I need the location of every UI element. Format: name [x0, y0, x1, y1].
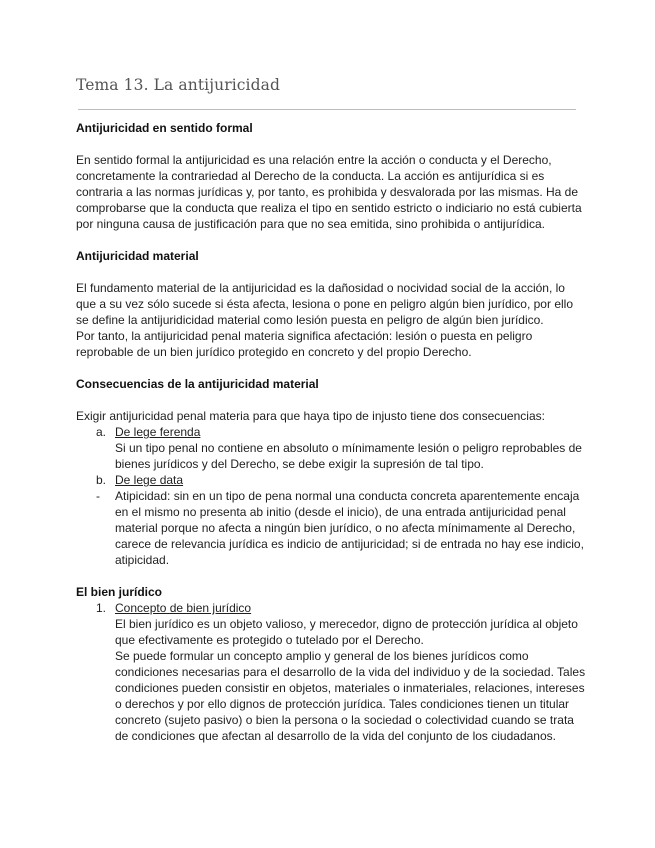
consequences-list	[76, 424, 586, 568]
list-item-title: De lege data	[115, 473, 184, 487]
list-item	[76, 472, 586, 488]
list-item-text: El bien jurídico es un objeto valioso, y merecedor, digno de protección jurídica al objeto que efectivamente es protegido o tutelado por el Derecho.	[115, 617, 578, 647]
list-marker: 1.	[96, 601, 107, 615]
list-item	[76, 600, 586, 744]
list-item-title: Concepto de bien jurídico	[115, 601, 252, 615]
list-item	[76, 488, 586, 568]
document-body	[76, 112, 586, 744]
paragraph: Exigir antijuricidad penal materia para que haya tipo de injusto tiene dos consecuencias:	[76, 409, 545, 423]
list-marker: b.	[96, 473, 107, 487]
section-consecuencias	[76, 376, 586, 568]
document-title: Tema 13. La antijuricidad	[76, 76, 280, 94]
section-bien-juridico	[76, 584, 586, 744]
paragraph: Por tanto, la antijuricidad penal materia significa afectación: lesión o puesta en peligro reprobable de un bien jurídico protegido en concreto y del propio Derecho.	[76, 329, 533, 359]
section-heading: El bien jurídico	[76, 585, 163, 599]
section-formal	[76, 120, 586, 232]
paragraph: El fundamento material de la antijuricidad es la dañosidad o nocividad social de la acción, lo que a su vez sólo sucede si ésta afecta, lesiona o pone en peligro algún bien jurídico, por ello se define la antijuridicidad material como lesión puesta en peligro de algún bien jurídico.	[76, 281, 573, 327]
list-item-text: Si un tipo penal no contiene en absoluto o mínimamente lesión o peligro reprobables de bienes jurídicos y del Derecho, se debe exigir la supresión de tal tipo.	[115, 441, 582, 471]
list-item	[76, 424, 586, 472]
list-item-text: Se puede formular un concepto amplio y general de los bienes jurídicos como condiciones necesarias para el desarrollo de la vida del individuo y de la sociedad. Tales condiciones pueden consistir en objetos, materiales o inmateriales, relaciones, intereses o derechos y por ello dignos de protección jurídica. Tales condiciones tienen un titular concreto (sujeto pasivo) o bien la persona o la sociedad o colectividad cuando se trata de condiciones que afectan al desarrollo de la vida del conjunto de los ciudadanos.	[115, 649, 586, 743]
section-heading: Antijuricidad en sentido formal	[76, 121, 253, 135]
list-marker: a.	[96, 425, 107, 439]
section-material	[76, 248, 586, 360]
bien-juridico-list	[76, 600, 586, 744]
list-item-title: De lege ferenda	[115, 425, 201, 439]
section-heading: Consecuencias de la antijuricidad material	[76, 377, 319, 391]
section-heading: Antijuricidad material	[76, 249, 199, 263]
list-marker: -	[96, 489, 100, 503]
title-divider	[78, 109, 576, 110]
list-item-text: Atipicidad: sin en un tipo de pena normal una conducta concreta aparentemente encaja en el mismo no presenta ab initio (desde el inicio), de una entrada antijuricidad penal material porque no afecta a ningún bien jurídico, o no afecta mínimamente al Derecho, carece de relevancia jurídica es indicio de antijuricidad; si de entrada no hay ese indicio, atipicidad.	[115, 489, 584, 567]
paragraph: En sentido formal la antijuricidad es una relación entre la acción o conducta y el Derecho, concretamente la contrariedad al Derecho de la conducta. La acción es antijurídica si es contraria a las normas jurídicas y, por tanto, es prohibida y desvalorada por las mismas. Ha de comprobarse que la conducta que realiza el tipo en sentido estricto o indiciario no está cubierta por ninguna causa de justificación para que no sea emitida, sino prohibida o antijurídica.	[76, 153, 582, 231]
